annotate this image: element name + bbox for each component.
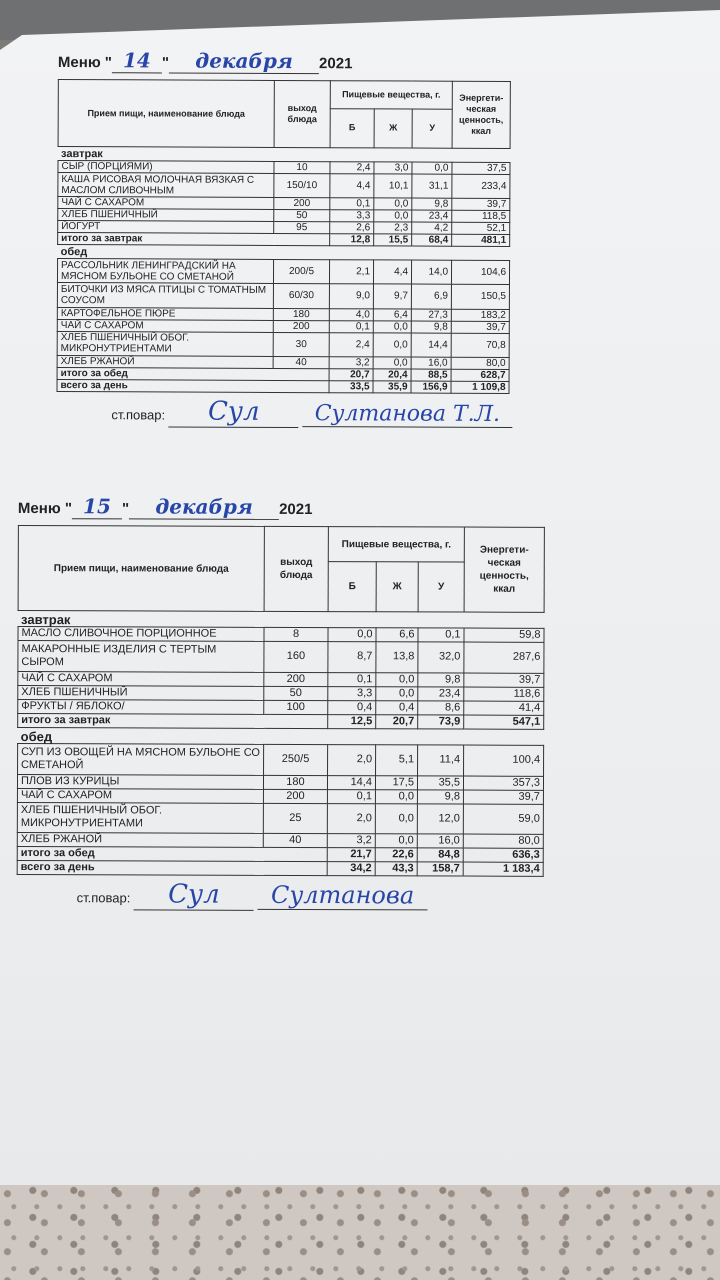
dish-fat: 0,0: [374, 198, 412, 210]
day-total-energy: 1 109,8: [451, 381, 509, 393]
dish-yield: 250/5: [264, 744, 328, 775]
dish-carbs: 0,1: [418, 628, 464, 642]
dish-carbs: 9,8: [418, 673, 464, 687]
dish-carbs: 9,8: [412, 198, 452, 210]
dish-name: ХЛЕБ ПШЕНИЧНЫЙ: [58, 209, 274, 222]
table-row: [57, 331, 509, 357]
menu-day: 15: [72, 494, 122, 519]
dish-name: ЧАЙ С САХАРОМ: [17, 788, 263, 803]
total-protein: 20,7: [329, 368, 373, 380]
dish-fat: 3,0: [374, 162, 412, 174]
dish-protein: 0,4: [328, 700, 376, 714]
header-nutrients: Пищевые вещества, г.: [330, 81, 452, 109]
dish-yield: 30: [273, 332, 329, 356]
table-row: [18, 699, 544, 715]
table-row: [18, 641, 544, 674]
dish-protein: 8,7: [328, 642, 376, 673]
dish-yield: 200: [263, 789, 327, 803]
header-protein: Б: [328, 562, 376, 612]
dish-carbs: 14,4: [411, 333, 451, 357]
dish-carbs: 23,4: [412, 210, 452, 222]
day-total-energy: 1 183,4: [463, 862, 543, 876]
total-fat: 20,7: [376, 715, 418, 729]
menu-month: декабря: [129, 494, 279, 520]
total-label: итого за обед: [17, 847, 327, 862]
quote-open: ": [64, 500, 72, 518]
header-carbs: У: [412, 109, 452, 149]
total-label: итого за завтрак: [58, 233, 330, 246]
dish-name: ХЛЕБ ПШЕНИЧНЫЙ ОБОГ. МИКРОНУТРИЕНТАМИ: [17, 802, 263, 834]
chef-label: ст.повар:: [76, 890, 131, 906]
dish-energy: 80,0: [463, 834, 543, 848]
dish-yield: 8: [264, 627, 328, 641]
dish-fat: 0,0: [375, 834, 417, 848]
table-row: [57, 283, 509, 309]
dish-protein: 2,0: [328, 744, 376, 775]
menu-label: Меню: [57, 53, 101, 72]
dish-protein: 0,1: [328, 672, 376, 686]
dish-energy: 59,0: [463, 804, 543, 835]
day-total-row: [57, 379, 509, 393]
dish-carbs: 31,1: [412, 174, 452, 198]
dish-protein: 3,2: [329, 356, 373, 368]
header-energy: Энергети-ческая ценность, ккал: [464, 527, 544, 612]
dish-protein: 2,6: [330, 222, 374, 234]
dish-name: ПЛОВ ИЗ КУРИЦЫ: [17, 774, 263, 789]
table-header-row: [18, 526, 544, 563]
dish-name: ЧАЙ С САХАРОМ: [18, 671, 264, 686]
dish-carbs: 0,0: [412, 162, 452, 174]
menu-table: [17, 525, 545, 877]
table-row: [17, 802, 543, 835]
total-carbs: 88,5: [411, 369, 451, 381]
total-carbs: 68,4: [412, 234, 452, 246]
dish-yield: 200: [264, 672, 328, 686]
section-title-breakfast: завтрак: [61, 148, 103, 161]
quote-close: ": [121, 500, 130, 518]
dish-fat: 13,8: [376, 642, 418, 673]
dish-fat: 0,0: [373, 332, 411, 356]
dish-energy: 357,3: [463, 776, 543, 790]
section-title-lunch: обед: [60, 246, 88, 259]
dish-protein: 3,3: [328, 686, 376, 700]
dish-name: ХЛЕБ ПШЕНИЧНЫЙ: [18, 685, 264, 700]
header-energy: Энергети-ческая ценность, ккал: [452, 81, 510, 148]
chef-label: ст.повар:: [111, 406, 166, 423]
menu-block-14: [56, 48, 514, 429]
table-row: [17, 774, 543, 790]
dish-protein: 2,4: [330, 162, 374, 174]
dish-name: КАША РИСОВАЯ МОЛОЧНАЯ ВЯЗКАЯ С МАСЛОМ СЛИВОЧНЫМ: [58, 173, 274, 198]
dish-protein: 0,1: [327, 789, 375, 803]
dish-name: ХЛЕБ ПШЕНИЧНЫЙ ОБОГ. МИКРОНУТРИЕНТАМИ: [57, 331, 273, 356]
dish-name: РАССОЛЬНИК ЛЕНИНГРАДСКИЙ НА МЯСНОМ БУЛЬОНЕ СО СМЕТАНОЙ: [57, 259, 273, 284]
table-row: [17, 833, 543, 849]
table-row: [57, 259, 509, 285]
dish-protein: 2,4: [329, 332, 373, 356]
dish-protein: 9,0: [329, 284, 373, 308]
dish-energy: 39,7: [452, 198, 510, 210]
dish-fat: 17,5: [375, 775, 417, 789]
dish-yield: 95: [274, 222, 330, 234]
dish-fat: 0,0: [376, 673, 418, 687]
chef-signature: Сул: [169, 396, 299, 428]
header-yield: выход блюда: [264, 526, 328, 611]
day-total-label: всего за день: [57, 379, 329, 392]
dish-name: ЙОГУРТ: [58, 221, 274, 234]
table-row: [18, 627, 544, 643]
dish-fat: 6,4: [373, 308, 411, 320]
section-row: [18, 727, 544, 745]
dish-energy: 80,0: [451, 357, 509, 369]
menu-year: 2021: [319, 55, 353, 73]
dish-protein: 0,1: [329, 320, 373, 332]
menu-month: декабря: [169, 48, 319, 74]
dish-name: СУП ИЗ ОВОЩЕЙ НА МЯСНОМ БУЛЬОНЕ СО СМЕТАНОЙ: [18, 743, 264, 775]
total-fat: 22,6: [375, 848, 417, 862]
dish-energy: 39,7: [464, 673, 544, 687]
dish-name: ХЛЕБ РЖАНОЙ: [57, 355, 273, 368]
dish-name: КАРТОФЕЛЬНОЕ ПЮРЕ: [57, 307, 273, 320]
dish-energy: 59,8: [464, 628, 544, 642]
header-carbs: У: [418, 562, 464, 612]
total-energy: 636,3: [463, 848, 543, 862]
table-row: [17, 788, 543, 804]
total-energy: 628,7: [451, 369, 509, 381]
dish-carbs: 12,0: [417, 803, 463, 834]
dish-fat: 0,0: [374, 210, 412, 222]
dish-fat: 0,0: [375, 803, 417, 834]
dish-yield: 50: [264, 686, 328, 700]
dish-energy: 104,6: [451, 260, 509, 284]
dish-yield: 200: [274, 198, 330, 210]
section-title-lunch: обед: [20, 728, 53, 744]
dish-energy: 39,7: [451, 321, 509, 333]
total-fat: 20,4: [373, 369, 411, 381]
dish-yield: 200/5: [273, 260, 329, 284]
dish-yield: 25: [263, 803, 327, 834]
section-row: [18, 611, 544, 629]
chef-name-handwritten: Султанова: [258, 881, 428, 911]
dish-fat: 0,0: [375, 789, 417, 803]
dish-carbs: 11,4: [418, 745, 464, 776]
menu-title: [58, 48, 514, 75]
dish-carbs: 16,0: [411, 357, 451, 369]
dish-energy: 41,4: [464, 701, 544, 715]
dish-fat: 0,0: [373, 357, 411, 369]
day-total-protein: 33,5: [329, 380, 373, 392]
total-row: [18, 713, 544, 729]
header-nutrients: Пищевые вещества, г.: [328, 527, 464, 562]
total-carbs: 73,9: [418, 715, 464, 729]
table-header-row: [58, 80, 510, 109]
dish-carbs: 9,8: [417, 789, 463, 803]
dish-yield: 60/30: [273, 284, 329, 308]
total-energy: 547,1: [464, 715, 544, 729]
dish-fat: 0,4: [376, 701, 418, 715]
dish-fat: 6,6: [376, 628, 418, 642]
dish-name: ХЛЕБ РЖАНОЙ: [17, 833, 263, 848]
dish-name: МАСЛО СЛИВОЧНОЕ ПОРЦИОННОЕ: [18, 627, 264, 642]
menu-title: [18, 494, 545, 521]
menu-label: Меню: [17, 499, 61, 518]
menu-day: 14: [112, 48, 162, 73]
header-dish-name: Прием пищи, наименование блюда: [18, 526, 264, 612]
day-total-row: [17, 861, 543, 877]
signature-line: [77, 880, 544, 913]
dish-name: МАКАРОННЫЕ ИЗДЕЛИЯ С ТЕРТЫМ СЫРОМ: [18, 641, 264, 673]
dish-yield: 180: [263, 775, 327, 789]
dish-protein: 3,3: [330, 210, 374, 222]
quote-close: ": [161, 54, 170, 72]
dish-yield: 200: [273, 320, 329, 332]
total-energy: 481,1: [452, 234, 510, 246]
dish-carbs: 32,0: [418, 642, 464, 673]
table-row: [58, 173, 510, 199]
dish-carbs: 4,2: [412, 222, 452, 234]
menu-block-15: [17, 494, 545, 912]
dish-yield: 10: [274, 161, 330, 173]
total-fat: 15,5: [374, 234, 412, 246]
dish-carbs: 14,0: [411, 260, 451, 284]
header-fat: Ж: [376, 562, 418, 612]
dish-yield: 40: [263, 834, 327, 848]
total-protein: 12,8: [330, 234, 374, 246]
dish-energy: 39,7: [463, 790, 543, 804]
dish-fat: 9,7: [373, 284, 411, 308]
dish-energy: 118,6: [464, 687, 544, 701]
total-protein: 12,5: [328, 714, 376, 728]
menu-year: 2021: [279, 500, 313, 519]
header-dish-name: Прием пищи, наименование блюда: [58, 80, 274, 148]
dish-carbs: 9,8: [411, 321, 451, 333]
dish-name: ФРУКТЫ / ЯБЛОКО/: [18, 699, 264, 714]
dish-yield: 160: [264, 641, 328, 672]
dish-energy: 118,5: [452, 210, 510, 222]
total-carbs: 84,8: [417, 848, 463, 862]
dish-fat: 4,4: [373, 260, 411, 284]
dish-protein: 2,0: [327, 803, 375, 834]
dish-fat: 10,1: [374, 174, 412, 198]
dish-yield: 50: [274, 210, 330, 222]
dish-energy: 70,8: [451, 333, 509, 357]
dish-protein: 3,2: [327, 834, 375, 848]
total-protein: 21,7: [327, 848, 375, 862]
dish-protein: 4,4: [330, 174, 374, 198]
header-protein: Б: [330, 108, 374, 148]
dish-carbs: 35,5: [417, 775, 463, 789]
header-yield: выход блюда: [274, 80, 330, 147]
dish-protein: 4,0: [329, 308, 373, 320]
dish-carbs: 6,9: [411, 284, 451, 308]
dish-protein: 14,4: [327, 775, 375, 789]
dish-name: СЫР (ПОРЦИЯМИ): [58, 161, 274, 174]
dish-name: ЧАЙ С САХАРОМ: [58, 197, 274, 210]
day-total-protein: 34,2: [327, 862, 375, 876]
dish-protein: 0,1: [330, 198, 374, 210]
dish-fat: 0,0: [376, 687, 418, 701]
dish-energy: 150,5: [451, 285, 509, 309]
total-label: итого за завтрак: [18, 713, 328, 728]
dish-yield: 100: [264, 700, 328, 714]
dish-carbs: 8,6: [418, 701, 464, 715]
dish-energy: 100,4: [464, 745, 544, 776]
dish-energy: 287,6: [464, 642, 544, 673]
dish-carbs: 27,3: [411, 309, 451, 321]
dish-yield: 40: [273, 356, 329, 368]
table-row: [18, 671, 544, 687]
day-total-label: всего за день: [17, 861, 327, 876]
chef-signature: Сул: [134, 880, 254, 911]
dish-protein: 0,0: [328, 628, 376, 642]
dish-energy: 233,4: [452, 174, 510, 198]
dish-protein: 2,1: [329, 260, 373, 284]
dish-energy: 183,2: [451, 309, 509, 321]
table-row: [18, 685, 544, 701]
menu-table: [57, 79, 511, 394]
header-fat: Ж: [374, 108, 412, 148]
day-total-fat: 43,3: [375, 862, 417, 876]
chef-name-handwritten: Султанова Т.Л.: [302, 401, 512, 428]
signature-line: [111, 396, 512, 429]
dish-yield: 180: [273, 308, 329, 320]
table-row: [18, 743, 544, 776]
dish-energy: 52,1: [452, 222, 510, 234]
dish-carbs: 16,0: [417, 834, 463, 848]
quote-open: ": [104, 54, 112, 72]
day-total-fat: 35,9: [373, 381, 411, 393]
section-title-breakfast: завтрак: [21, 612, 71, 628]
dish-yield: 150/10: [274, 173, 330, 197]
dish-energy: 37,5: [452, 162, 510, 174]
dish-fat: 2,3: [374, 222, 412, 234]
background-floor: [0, 1185, 720, 1280]
day-total-carbs: 156,9: [411, 381, 451, 393]
dish-name: ЧАЙ С САХАРОМ: [57, 319, 273, 332]
day-total-carbs: 158,7: [417, 862, 463, 876]
dish-fat: 0,0: [373, 320, 411, 332]
dish-carbs: 23,4: [418, 687, 464, 701]
dish-name: БИТОЧКИ ИЗ МЯСА ПТИЦЫ С ТОМАТНЫМ СОУСОМ: [57, 283, 273, 308]
total-label: итого за обед: [57, 367, 329, 380]
dish-fat: 5,1: [376, 745, 418, 776]
